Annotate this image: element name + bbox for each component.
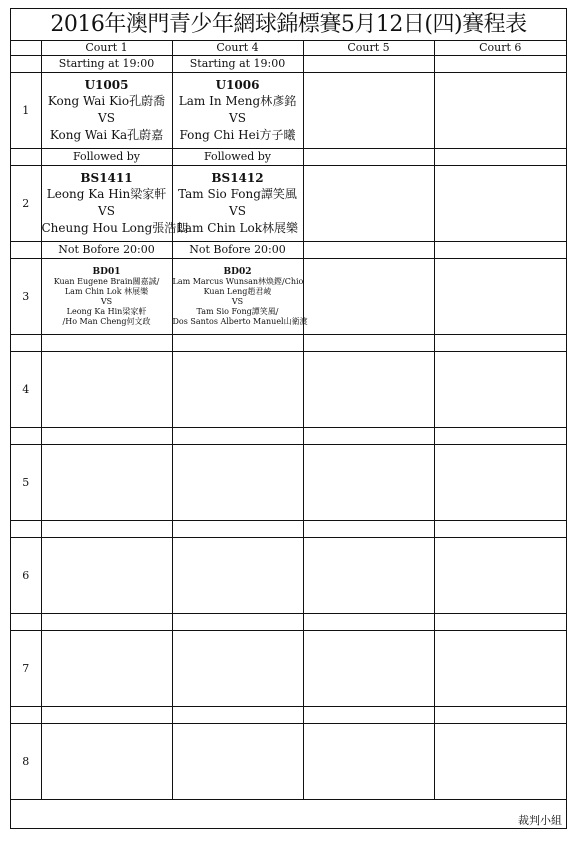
start-time-cell — [434, 56, 566, 73]
start-time-cell: Starting at 19:00 — [172, 56, 303, 73]
team-line: /Ho Man Cheng何文政 — [62, 316, 151, 326]
player-two: Kong Wai Ka孔蔚嘉 — [49, 128, 164, 142]
versus-label: VS — [229, 111, 246, 125]
empty-cell — [303, 352, 434, 428]
empty-cell — [172, 445, 303, 521]
match-cell — [172, 166, 303, 242]
slot-number: 6 — [11, 538, 41, 614]
time-row-label — [11, 428, 41, 445]
start-time-cell — [434, 521, 566, 538]
empty-cell — [303, 259, 434, 335]
versus-label: VS — [231, 296, 244, 306]
court-header: Court 6 — [434, 41, 566, 56]
empty-cell — [41, 352, 172, 428]
start-time-cell — [303, 707, 434, 724]
team-line: Kuan Leng趙君崚 — [203, 286, 272, 296]
match-code: BS1411 — [80, 171, 133, 185]
start-time-cell — [172, 521, 303, 538]
schedule-table — [11, 41, 566, 800]
start-time-cell — [41, 614, 172, 631]
empty-cell — [303, 445, 434, 521]
versus-label: VS — [100, 296, 113, 306]
page-title: 2016年澳門青少年網球錦標賽5月12日(四)賽程表 — [11, 9, 566, 41]
match-row — [11, 538, 566, 614]
match-row — [11, 445, 566, 521]
empty-cell — [303, 73, 434, 149]
player-one: Kong Wai Kio孔蔚喬 — [47, 94, 166, 108]
slot-number: 4 — [11, 352, 41, 428]
time-row — [11, 521, 566, 538]
slot-number: 1 — [11, 73, 41, 149]
time-row — [11, 56, 566, 73]
empty-cell — [434, 259, 566, 335]
start-time-cell: Followed by — [41, 149, 172, 166]
empty-cell — [41, 445, 172, 521]
time-row — [11, 242, 566, 259]
player-two: Fong Chi Hei方子曦 — [179, 128, 296, 142]
empty-cell — [434, 445, 566, 521]
match-row — [11, 166, 566, 242]
start-time-cell — [41, 521, 172, 538]
empty-cell — [434, 724, 566, 800]
match-code: U1005 — [84, 78, 129, 92]
empty-cell — [434, 352, 566, 428]
start-time-cell — [41, 707, 172, 724]
start-time-cell: Not Bofore 20:00 — [172, 242, 303, 259]
slot-number: 7 — [11, 631, 41, 707]
versus-label: VS — [229, 204, 246, 218]
start-time-cell: Starting at 19:00 — [41, 56, 172, 73]
time-row-label — [11, 56, 41, 73]
empty-cell — [434, 631, 566, 707]
empty-cell — [172, 538, 303, 614]
team-line: Tam Sio Fong譚笑風/ — [196, 306, 279, 316]
court-header: Court 1 — [41, 41, 172, 56]
team-line: Dos Santos Alberto Manuel山衛渡 — [172, 316, 308, 326]
team-line: Lam Marcus Wunsan林焕鏗/Chio — [172, 276, 304, 286]
match-row — [11, 73, 566, 149]
start-time-cell — [303, 428, 434, 445]
player-one: Leong Ka Hin梁家軒 — [46, 187, 167, 201]
empty-cell — [434, 538, 566, 614]
start-time-cell — [303, 242, 434, 259]
match-code: BD01 — [92, 266, 121, 277]
start-time-cell — [303, 614, 434, 631]
start-time-cell — [434, 614, 566, 631]
schedule-sheet — [10, 8, 567, 829]
start-time-cell: Followed by — [172, 149, 303, 166]
time-row-label — [11, 335, 41, 352]
versus-label: VS — [98, 111, 115, 125]
player-one: Lam In Meng林彥銘 — [178, 94, 297, 108]
start-time-cell — [303, 56, 434, 73]
time-row-label — [11, 149, 41, 166]
start-time-cell — [303, 149, 434, 166]
team-line: Lam Chin Lok 林展樂 — [64, 286, 149, 296]
time-row — [11, 614, 566, 631]
empty-cell — [303, 724, 434, 800]
empty-cell — [303, 538, 434, 614]
time-row-label — [11, 707, 41, 724]
slot-number: 5 — [11, 445, 41, 521]
referee-team-label: 裁判小組 — [518, 814, 562, 827]
start-time-cell — [303, 521, 434, 538]
match-row — [11, 724, 566, 800]
start-time-cell — [172, 707, 303, 724]
court-header: Court 5 — [303, 41, 434, 56]
time-row — [11, 707, 566, 724]
empty-cell — [41, 724, 172, 800]
start-time-cell — [172, 614, 303, 631]
start-time-cell — [434, 242, 566, 259]
empty-cell — [172, 352, 303, 428]
start-time-cell — [434, 149, 566, 166]
match-cell — [41, 73, 172, 149]
match-cell — [172, 73, 303, 149]
match-cell — [41, 259, 172, 335]
match-row — [11, 631, 566, 707]
corner-cell — [11, 41, 41, 56]
start-time-cell — [41, 428, 172, 445]
match-cell — [41, 166, 189, 242]
start-time-cell — [434, 707, 566, 724]
start-time-cell — [434, 428, 566, 445]
empty-cell — [172, 631, 303, 707]
match-code: U1006 — [215, 78, 260, 92]
empty-cell — [41, 631, 172, 707]
slot-number: 8 — [11, 724, 41, 800]
empty-cell — [434, 73, 566, 149]
time-row-label — [11, 242, 41, 259]
match-cell — [172, 259, 308, 335]
slot-number: 3 — [11, 259, 41, 335]
match-row — [11, 259, 566, 335]
start-time-cell — [172, 335, 303, 352]
team-line: Kuan Eugene Brain關嘉誠/ — [53, 276, 160, 286]
time-row — [11, 428, 566, 445]
court-header: Court 4 — [172, 41, 303, 56]
versus-label: VS — [98, 204, 115, 218]
player-one: Tam Sio Fong譚笑風 — [178, 187, 297, 201]
time-row — [11, 149, 566, 166]
slot-number: 2 — [11, 166, 41, 242]
empty-cell — [172, 724, 303, 800]
start-time-cell — [434, 335, 566, 352]
time-row — [11, 335, 566, 352]
match-code: BS1412 — [211, 171, 264, 185]
time-row-label — [11, 614, 41, 631]
start-time-cell — [303, 335, 434, 352]
start-time-cell: Not Bofore 20:00 — [41, 242, 172, 259]
time-row-label — [11, 521, 41, 538]
empty-cell — [434, 166, 566, 242]
empty-cell — [303, 166, 434, 242]
team-line: Leong Ka Hin梁家軒 — [66, 306, 147, 316]
player-two: Cheung Hou Long張浩朗 — [41, 221, 189, 235]
start-time-cell — [172, 428, 303, 445]
header-row — [11, 41, 566, 56]
match-code: BD02 — [223, 266, 252, 277]
start-time-cell — [41, 335, 172, 352]
empty-cell — [41, 538, 172, 614]
match-row — [11, 352, 566, 428]
empty-cell — [303, 631, 434, 707]
player-two: Lam Chin Lok林展樂 — [176, 221, 299, 235]
